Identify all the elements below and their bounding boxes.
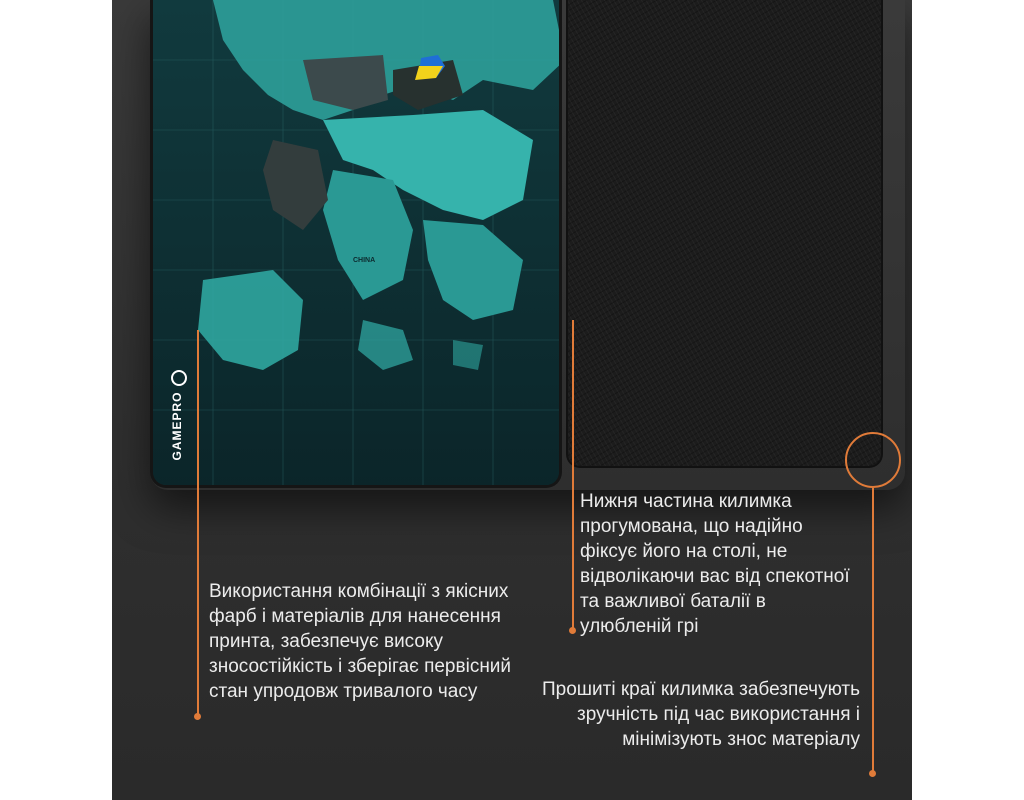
callout-edges-dot [869,770,876,777]
product-panel [112,0,912,800]
world-map-print [153,0,562,488]
callout-rubber-dot [569,627,576,634]
callout-rubber-line [572,320,574,630]
callout-print-dot [194,713,201,720]
callout-rubber-text: Нижня частина килимка прогумована, що надійно фіксує його на столі, не відволікаючи вас від спекотної та важливої баталії в улюбленій грі [580,491,850,637]
callout-print-line [197,330,199,717]
callout-edges-text: Прошиті краї килимка забезпечують зручність під час використання і мінімізують знос матеріалу [542,679,860,750]
callout-edges-ring [845,432,901,488]
callout-print-text: Використання комбінації з якісних фарб і матеріалів для нанесення принта, забезпечує високу зносостійкість і зберігає первісний стан упродовж тривалого часу [209,581,512,702]
gamepro-logo [163,370,193,480]
callout-edges-line [872,488,874,772]
mousepad-top-print [150,0,562,488]
gamepro-logo-text: GAMEPRO [170,391,184,461]
map-label-china: CHINA [353,257,376,264]
mousepad-rubber-base [566,0,883,468]
landmass-small-islands [453,340,483,370]
